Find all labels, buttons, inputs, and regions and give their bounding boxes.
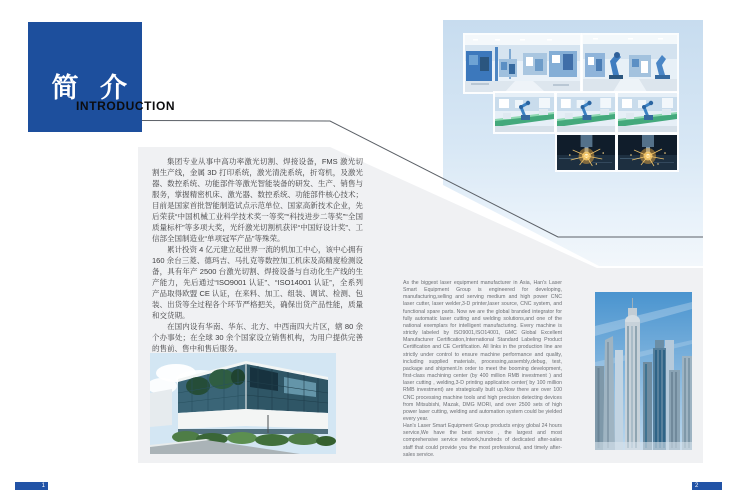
- page-number-left: 1: [15, 482, 48, 490]
- assembly-line-photo-2: [557, 93, 615, 132]
- factory-photo-wide-right: [583, 35, 677, 92]
- laser-cutting-photo-1: [557, 135, 615, 170]
- assembly-line-photo-3: [618, 93, 677, 132]
- zh-paragraph-3: 在国内设有华南、华东、北方、中西南四大片区，辖 80 余个办事处；在全球 30 余个国家设立销售机构，为用户提供完善的售前、售中和售后服务。: [152, 322, 363, 353]
- page-title-en: INTRODUCTION: [76, 99, 176, 113]
- assembly-line-photo-1: [495, 93, 554, 132]
- laser-cutting-photo-2: [618, 135, 677, 170]
- title-block: [28, 22, 142, 132]
- en-paragraph-2: Han's Laser Smart Equipment Group products enjoy global 24 hours service,We have the best service , the largest and most comprehensive service network,hundreds of dedicated after-sales staff that could provide you the most professional, and timely after-sales service.: [403, 423, 562, 458]
- zh-paragraph-1: 集团专业从事中高功率激光切割、焊接设备，FMS 激光切割生产线，金属 3D 打印系统，激光清洗系统，折弯机，及激光器、数控系统、功能部件等激光智能装备的研发、生产、销售与服务，掌握精密机床、激光器、数控系统、功能部件核心技术；目前是国家首批智能制造试点示范单位、国家高新技术企业，先后荣获“中国机械工业科学技术奖一等奖”“科技进步二等奖”“全国质量标杆”等多项大奖，光纤激光切割机获评“中国好设计奖”、工信部全国制造业“单项冠军产品”等殊荣。: [152, 157, 363, 243]
- zh-paragraph-2: 累计投资 4 亿元建立起世界一流的机加工中心，该中心拥有 160 余台三菱、德玛吉、马扎克等数控加工机床及高精度检测设备，具有年产 2500 台激光切割、焊接设备与自动化生产线的生产能力，先后通过“ISO9001 认证”、“ISO14001 认证”，全系列产品取得欧盟 CE 认证，在来料、加工、组装、调试、检测、包装、出货等全过程各个环节严格把关，确保出货产品性能，质量和交货期。: [152, 245, 363, 320]
- page-title-zh: 简 介: [51, 73, 134, 103]
- page-number-right: 2: [692, 482, 722, 490]
- intro-text-zh: [152, 156, 363, 354]
- intro-text-en: [403, 280, 562, 459]
- factory-photo-wide-left: [465, 35, 580, 92]
- skyscraper-photo: [595, 292, 692, 450]
- office-building-photo: [150, 353, 336, 454]
- en-paragraph-1: As the biggest laser equipment manufacturer in Asia, Han's Laser Smart Equipment Group is engineered for developing, manufacturing,selling and serving medium and high power CNC laser cutter, laser welder,3-D printer,laser source, CNC system, and functional spare parts. Now we are the global branded integrator for fully automatic laser cutting and welding solutions,and one of the national exemplars for intelligent manufacturing. Every machine is strictly labeled by ISO9001,ISO14001, GMC Global Excellent Manufacturer Certification,International Standard Labeling Product Certification and CE Certification. All links in the production line are strictly under control to ensure machine performance and quality, including supplied materials, processing,assembly,debug, test, package and shipment.In order to meet the booming development, first-class machining center (by 400 million RMB investment ) and laser cutting , welding,3-D printing application center( by 100 million RMB investment) are strategically built up.Now there are over 100 CNC processing machine tools and high precision detecting devices from Mitsubishi, Mazak, DMG MORI, and over 2500 sets of high power laser cutting, welding and automation system could be yielded every year.: [403, 280, 562, 422]
